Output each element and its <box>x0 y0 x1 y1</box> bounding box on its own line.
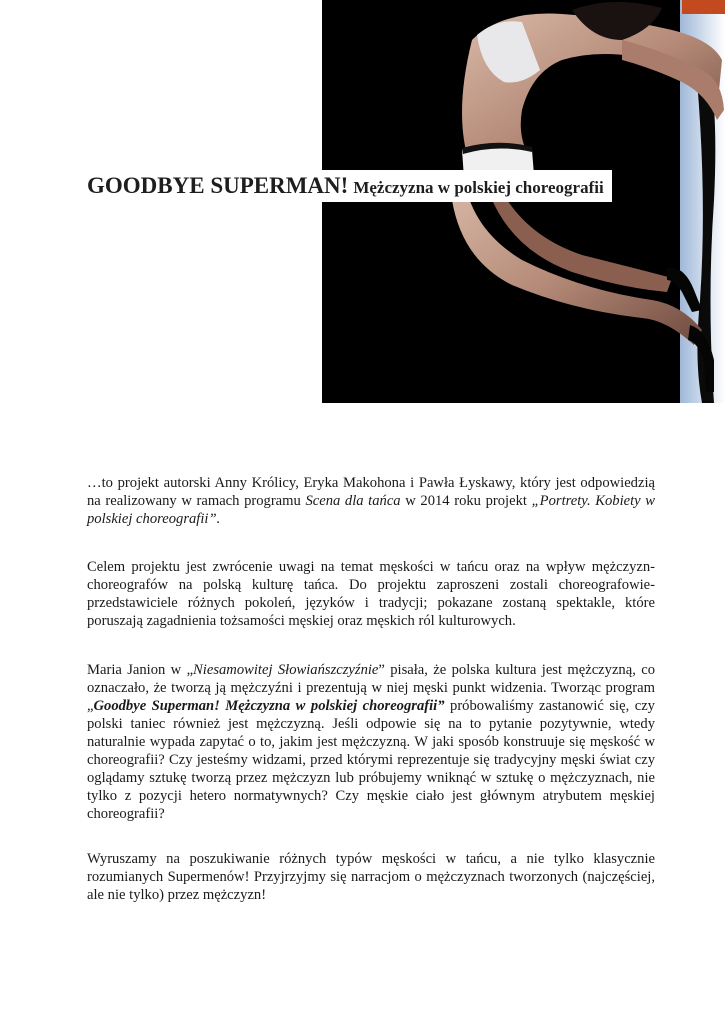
p3-text-e: próbowaliśmy zastanowić się, czy polski taniec również jest mężczyzną. Jeśli odpowie się na to pytanie pozytywnie, wtedy naturalnie wypada zapytać o to, jakim jest mężczyzną. W jaki sposób konstruuje się męskość w choreografii? Czy jesteśmy widzami, przed którymi reprezentuje się tradycyjny męski świat czy oglądamy sztukę tworzą przez mężczyzn lub próbujemy wniknąć w sztukę o mężczyznach, nie tylko z pozycji hetero normatywnych? Czy męskie ciało jest głównym atrybutem męskiej choreografii? <box>87 698 655 822</box>
p1-program-name: Scena dla tańca <box>305 493 401 509</box>
p1-project-name: „Portrety. Kobiety w polskiej choreografii”. <box>87 493 655 527</box>
p3-text-a: Maria Janion w „ <box>87 662 194 678</box>
paragraph-closing: Wyruszamy na poszukiwanie różnych typów męskości w tańcu, a nie tylko klasycznie rozumianych Supermenów! Przyjrzyjmy się narracjom o mężczyznach tworzonych (najczęściej, ale nie tylko) przez mężczyzn! <box>87 851 655 903</box>
page-title <box>84 170 612 202</box>
p1-text-c: w 2014 roku projekt <box>400 493 532 509</box>
paragraph-janion <box>87 661 655 823</box>
title-main: GOODBYE SUPERMAN! <box>87 173 349 198</box>
paragraph-goal: Celem projektu jest zwrócenie uwagi na temat męskości w tańcu oraz na wpływ mężczyzn-choreografów na polską kulturę tańca. Do projektu zaproszeni zostali choreografowie-przedstawiciele różnych pokoleń, języków i tradycji; pokazane zostaną spektakle, które poruszają zagadnienia tożsamości męskiej oraz męskich ról kulturowych. <box>87 559 655 629</box>
paragraph-intro <box>87 474 655 528</box>
p3-text-c: ” pisała, że polska kultura jest mężczyzną, co oznaczało, że tworzą ją mężczyźni i prezentują w niej męski punkt widzenia. Tworząc program „ <box>87 662 655 714</box>
p3-book-title: Niesamowitej Słowiańszczyźnie <box>193 662 379 678</box>
p1-text-a: …to projekt autorski Anny Królicy, Eryka Makohona i Pawła Łyskawy, który jest odpowiedzią na realizowany w ramach programu <box>87 475 655 509</box>
title-subtitle: Mężczyzna w polskiej choreografii <box>353 178 604 197</box>
p3-program-title: Goodbye Superman! Mężczyzna w polskiej choreografii” <box>93 698 445 714</box>
